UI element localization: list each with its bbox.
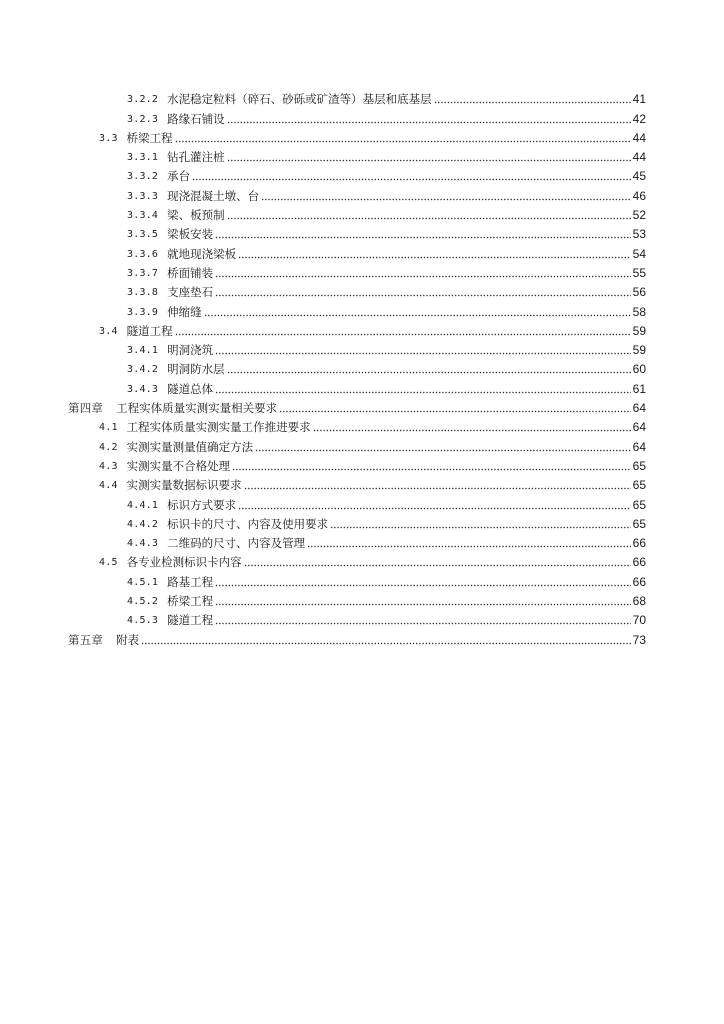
- toc-entry-page-number: 56: [632, 285, 646, 300]
- toc-entry-number: 3.3.6: [127, 248, 159, 260]
- toc-entry-title: 支座垫石: [167, 285, 214, 300]
- toc-entry-page-number: 65: [632, 516, 646, 531]
- toc-dot-leader: [330, 526, 631, 529]
- toc-entry-number: 3.3.9: [127, 306, 159, 318]
- toc-entry[interactable]: [0, 241, 646, 260]
- toc-dot-leader: [215, 275, 631, 278]
- toc-entry[interactable]: [0, 126, 646, 145]
- toc-entry-title: 标识方式要求: [167, 497, 237, 512]
- toc-entry-number: 3.3.2: [127, 171, 159, 183]
- toc-entry[interactable]: [0, 357, 646, 376]
- toc-entry-number: 3.3.7: [127, 267, 159, 279]
- toc-entry[interactable]: [0, 145, 646, 164]
- toc-entry-title: 桥梁工程: [126, 130, 173, 145]
- toc-dot-leader: [238, 256, 631, 259]
- toc-dot-leader: [244, 564, 631, 567]
- toc-entry-page-number: 55: [632, 265, 646, 280]
- toc-entry[interactable]: [0, 106, 646, 125]
- toc-entry-number: 3.3.4: [127, 210, 159, 222]
- toc-entry[interactable]: [0, 87, 646, 106]
- toc-dot-leader: [227, 121, 631, 124]
- toc-dot-leader: [227, 159, 631, 162]
- toc-entry-page-number: 64: [632, 420, 646, 435]
- toc-entry[interactable]: [0, 376, 646, 395]
- toc-entry-number: 4.5.2: [127, 596, 159, 608]
- toc-entry[interactable]: [0, 608, 646, 627]
- toc-entry-number: 3.3.8: [127, 287, 159, 299]
- toc-dot-leader: [141, 642, 631, 645]
- toc-entry[interactable]: [0, 627, 646, 646]
- toc-entry[interactable]: [0, 415, 646, 434]
- toc-dot-leader: [175, 140, 631, 143]
- toc-entry-page-number: 73: [632, 632, 646, 647]
- toc-dot-leader: [204, 314, 631, 317]
- toc-entry-title: 工程实体质量实测实量工作推进要求: [126, 420, 311, 435]
- toc-entry-title: 路基工程: [167, 574, 214, 589]
- toc-dot-leader: [215, 622, 631, 625]
- toc-dot-leader: [227, 371, 631, 374]
- toc-entry-number: 4.4.1: [127, 499, 159, 511]
- toc-entry-number: 3.3.5: [127, 229, 159, 241]
- toc-dot-leader: [313, 429, 631, 432]
- toc-entry[interactable]: [0, 280, 646, 299]
- toc-entry-number: 4.5: [99, 557, 118, 569]
- toc-entry-number: 第四章: [68, 401, 104, 416]
- toc-dot-leader: [244, 487, 631, 490]
- toc-entry-number: 第五章: [68, 632, 104, 647]
- toc-entry-page-number: 61: [632, 381, 646, 396]
- toc-entry-number: 4.4: [99, 480, 118, 492]
- toc-entry-page-number: 41: [632, 92, 646, 107]
- toc-dot-leader: [307, 545, 631, 548]
- toc-entry-title: 现浇混凝土墩、台: [167, 188, 260, 203]
- toc-entry-page-number: 64: [632, 439, 646, 454]
- toc-entry-page-number: 66: [632, 555, 646, 570]
- toc-entry-title: 就地现浇梁板: [167, 246, 237, 261]
- toc-dot-leader: [227, 217, 631, 220]
- toc-entry-title: 明洞浇筑: [167, 343, 214, 358]
- toc-entry-title: 二维码的尺寸、内容及管理: [167, 536, 306, 551]
- toc-entry-number: 3.4.1: [127, 345, 159, 357]
- toc-entry-page-number: 64: [632, 401, 646, 416]
- toc-entry[interactable]: [0, 164, 646, 183]
- toc-entry-title: 路缘石铺设: [167, 111, 225, 126]
- toc-dot-leader: [279, 410, 631, 413]
- toc-entry-title: 水泥稳定粒料（碎石、砂砾或矿渣等）基层和底基层: [167, 92, 432, 107]
- toc-entry-page-number: 42: [632, 111, 646, 126]
- toc-entry-number: 3.2.2: [127, 94, 159, 106]
- toc-entry-number: 4.3: [99, 460, 118, 472]
- toc-entry-title: 承台: [167, 169, 191, 184]
- toc-entry-title: 隧道总体: [167, 381, 214, 396]
- toc-entry[interactable]: [0, 473, 646, 492]
- toc-entry-title: 标识卡的尺寸、内容及使用要求: [167, 516, 329, 531]
- toc-entry[interactable]: [0, 338, 646, 357]
- toc-entry[interactable]: [0, 261, 646, 280]
- table-of-contents: [0, 87, 724, 647]
- toc-entry-title: 实测实量数据标识要求: [126, 478, 242, 493]
- toc-entry-title: 梁、板预制: [167, 208, 225, 223]
- toc-entry-page-number: 59: [632, 343, 646, 358]
- toc-entry-number: 3.3: [99, 132, 118, 144]
- toc-entry[interactable]: [0, 454, 646, 473]
- toc-entry[interactable]: [0, 434, 646, 453]
- toc-entry-page-number: 66: [632, 574, 646, 589]
- toc-entry-title: 附表: [116, 632, 140, 647]
- toc-dot-leader: [192, 178, 631, 181]
- toc-dot-leader: [215, 352, 631, 355]
- toc-entry-page-number: 65: [632, 497, 646, 512]
- toc-entry-title: 实测实量测量值确定方法: [126, 439, 254, 454]
- toc-entry[interactable]: [0, 492, 646, 511]
- toc-entry-page-number: 60: [632, 362, 646, 377]
- toc-dot-leader: [255, 449, 630, 452]
- toc-entry-page-number: 59: [632, 323, 646, 338]
- toc-entry-number: 4.2: [99, 441, 118, 453]
- toc-entry-title: 桥面铺装: [167, 265, 214, 280]
- toc-entry-page-number: 44: [632, 150, 646, 165]
- toc-entry-page-number: 52: [632, 208, 646, 223]
- toc-dot-leader: [215, 584, 631, 587]
- toc-dot-leader: [232, 468, 630, 471]
- toc-dot-leader: [261, 198, 631, 201]
- toc-entry-title: 各专业检测标识卡内容: [126, 555, 242, 570]
- toc-entry[interactable]: [0, 319, 646, 338]
- toc-dot-leader: [238, 507, 631, 510]
- toc-entry-page-number: 70: [632, 613, 646, 628]
- toc-dot-leader: [215, 391, 631, 394]
- toc-entry-number: 3.4: [99, 325, 118, 337]
- toc-entry-title: 明洞防水层: [167, 362, 225, 377]
- toc-entry[interactable]: [0, 589, 646, 608]
- toc-entry[interactable]: [0, 183, 646, 202]
- toc-entry-title: 梁板安装: [167, 227, 214, 242]
- toc-entry-title: 隧道工程: [167, 613, 214, 628]
- toc-entry-page-number: 45: [632, 169, 646, 184]
- toc-entry-number: 4.5.1: [127, 576, 159, 588]
- toc-entry-number: 3.3.1: [127, 152, 159, 164]
- toc-entry-page-number: 66: [632, 536, 646, 551]
- toc-entry-number: 4.1: [99, 422, 118, 434]
- toc-dot-leader: [215, 294, 631, 297]
- toc-entry[interactable]: [0, 299, 646, 318]
- toc-entry-page-number: 44: [632, 130, 646, 145]
- toc-entry-title: 伸缩缝: [167, 304, 202, 319]
- toc-entry[interactable]: [0, 512, 646, 531]
- toc-entry-number: 3.4.3: [127, 383, 159, 395]
- toc-entry-number: 3.4.2: [127, 364, 159, 376]
- toc-entry-page-number: 46: [632, 188, 646, 203]
- toc-entry[interactable]: [0, 396, 646, 415]
- toc-entry[interactable]: [0, 531, 646, 550]
- toc-entry-number: 3.3.3: [127, 190, 159, 202]
- toc-entry-title: 隧道工程: [126, 323, 173, 338]
- toc-entry-page-number: 68: [632, 594, 646, 609]
- toc-entry-title: 钻孔灌注桩: [167, 150, 225, 165]
- toc-dot-leader: [215, 603, 631, 606]
- toc-entry-page-number: 65: [632, 478, 646, 493]
- toc-entry[interactable]: [0, 222, 646, 241]
- toc-dot-leader: [215, 236, 631, 239]
- toc-entry[interactable]: [0, 569, 646, 588]
- toc-entry[interactable]: [0, 550, 646, 569]
- toc-entry-page-number: 53: [632, 227, 646, 242]
- toc-entry-page-number: 58: [632, 304, 646, 319]
- toc-entry-page-number: 65: [632, 458, 646, 473]
- toc-dot-leader: [434, 101, 631, 104]
- toc-entry-title: 工程实体质量实测实量相关要求: [116, 401, 278, 416]
- toc-entry-title: 桥梁工程: [167, 594, 214, 609]
- toc-entry-number: 4.4.2: [127, 518, 159, 530]
- toc-entry-number: 3.2.3: [127, 113, 159, 125]
- toc-entry-page-number: 54: [632, 246, 646, 261]
- toc-entry-title: 实测实量不合格处理: [126, 458, 231, 473]
- toc-dot-leader: [175, 333, 631, 336]
- toc-entry-number: 4.5.3: [127, 615, 159, 627]
- toc-entry-number: 4.4.3: [127, 538, 159, 550]
- toc-entry[interactable]: [0, 203, 646, 222]
